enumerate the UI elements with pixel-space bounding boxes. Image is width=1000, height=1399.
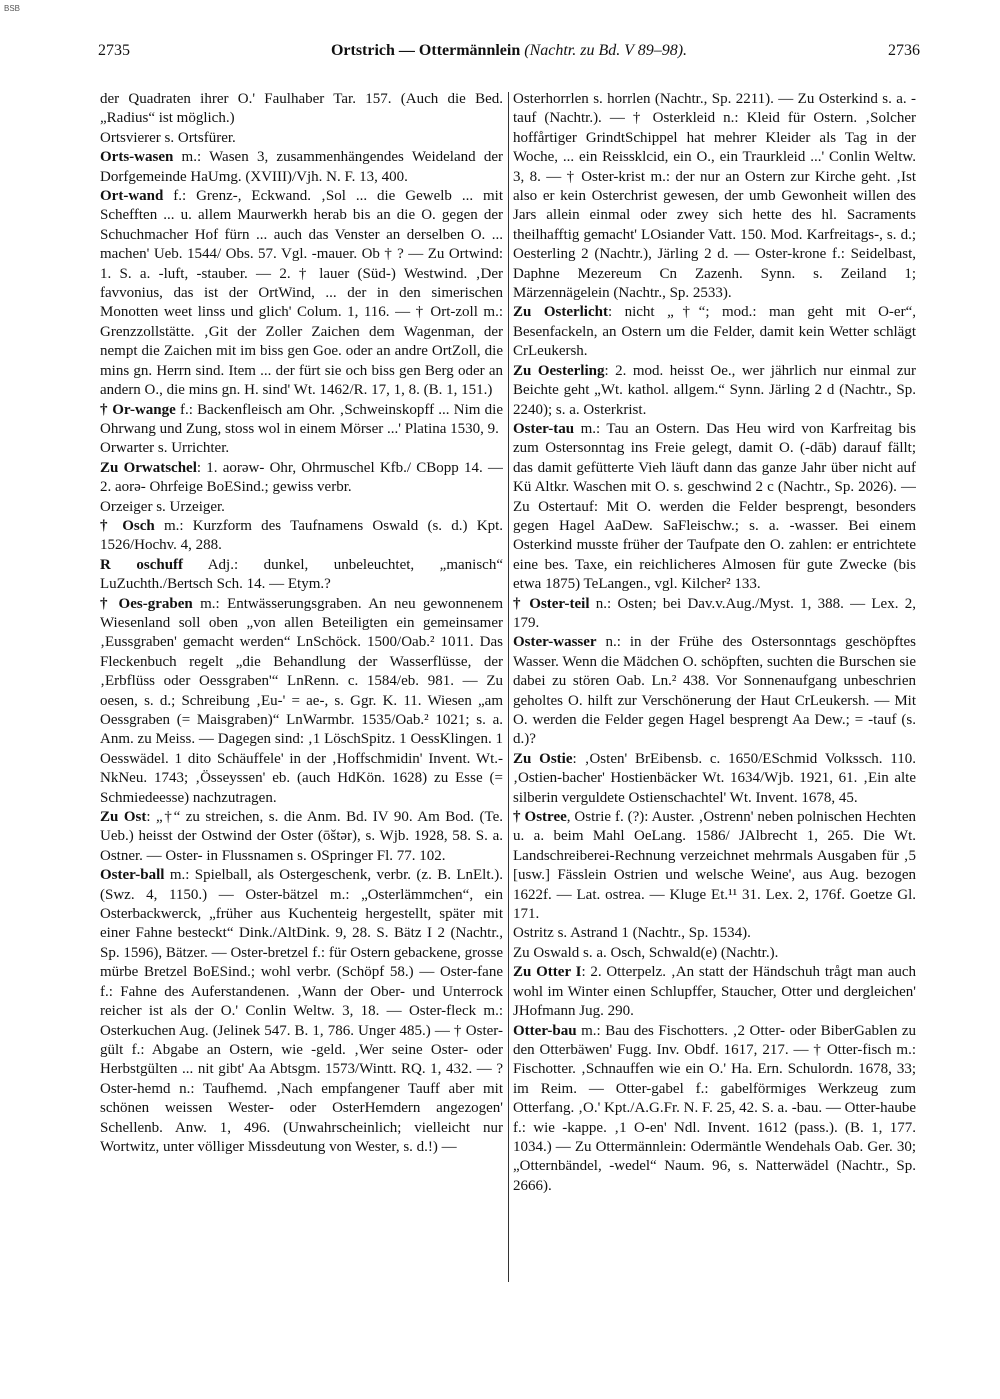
entry-lemma: Ort-wand [100,188,164,205]
entry-lemma: † Oster-teil [513,595,590,612]
dictionary-entry [100,866,503,1157]
dictionary-entry [100,439,503,458]
entry-text: m.: Bau des Fischotters. ‚2 Otter- oder BiberGablen zu den Otterbäwen' Fugg. Inv. Obdf. 1617, 217. — † Otter-fisch m.: Fischotter. ‚Schnauffen wie ein O.' Ha. Ern. Schulordn. 1678, 33; im Reim. — Otter-gabel f.: gabelförmiges Werkzeug zum Otterfang. ‚O.' Kpt./A.G.Fr. N. F. 25, 42. S. a. -bau. — Otter-haube f.: wie -kappe. ‚1 O-en' Ndl. Invent. 1612 (pass.). (B. 1, 177. 1034.) — Zu Ottermännlein: Odermäntle Wendehals Oab. Ger. 30; „Otternbändel, -wedel“ Naum. 96, s. Natterwädel (Nachtr., Sp. 2666). [513,1022,916,1194]
entry-text: f.: Backenfleisch am Ohr. ‚Schweinskopff ... Nim die Ohrwang und Zung, stoss wol in einem Mörser ...' Platina 1530, 9. [100,401,503,437]
entry-text: n.: Osten; bei Dav.v.Aug./Myst. 1, 388. — Lex. 2, 179. [513,595,916,631]
dictionary-entry [513,750,916,808]
entry-lemma: Zu Orwatschel [100,459,197,476]
column-rule [508,92,509,1282]
entry-text: Orwarter s. Urrichter. [100,440,230,457]
entry-text: Zu Oswald s. a. Osch, Schwald(e) (Nachtr.). [513,944,779,961]
dictionary-entry [100,459,503,498]
entry-lemma: † Oes-graben [100,595,193,612]
entry-text: : ‚Osten' BrEibensb. c. 1650/ESchmid Volkssch. 110. ‚Ostien-bacher' Hostienbäcker Wt. 1634/Wjb. 1921, 61. ‚Ein alte silberin verguldete Ostienschachtel' Wt. Invent. 1678, 45. [513,750,916,806]
dictionary-entry [513,420,916,595]
entry-lemma: † Ostree [513,809,567,826]
page-number-left: 2735 [98,42,130,59]
entry-text: Osterhorrlen s. horrlen (Nachtr., Sp. 2211). — Zu Osterkind s. a. -tauf (Nachtr.). — † Osterkleid n.: Kleid für Ostern. ‚Solcher hoffårtiger GrindtSchippel hat mehrer Kleider als Tag in der Woche, ... ein Reissklcid, ein O., ein Traurkleid ...' Conlin Weltw. 3, 8. — † Oster-krist m.: der nur an Ostern zur Kirche geht. ‚Ist also er kein Osterchrist gewesen, der umb Gewonheit willen des Jars allein einmal oder zwey sich hette des hl. Sacraments theilhafftig gemacht' LOsiander Vatt. 150. Mod. Karfreitags-, s. d.; Oesterling 2 (Nachtr.), Järling 2 d. — Oster-krone f.: Seidelbast, Daphne Mezereum Cn Zazenh. Synn. s. Zeiland 1; Märzennägelein (Nachtr., Sp. 2533). [513,91,916,302]
dictionary-entry [100,595,503,808]
entry-text: : 2. Otterpelz. ‚An statt der Händschuh trågt man auch wohl im Winter einen Schlupffer, Staucher, Otter und dergleichen' JHofmann Jug. 290. [513,964,916,1020]
dictionary-entry [513,633,916,749]
entry-text: der Quadraten ihrer O.' Faulhaber Tar. 157. (Auch die Bed. „Radius“ ist möglich.) [100,91,503,127]
running-title-note: (Nachtr. zu Bd. V 89–98). [524,42,688,59]
page-header [98,42,920,66]
entry-text: : 1. aorəw- Ohr, Ohrmuschel Kfb./ CBopp 14. — 2. aorə- Ohrfeige BoESind.; gewiss verbr. [100,459,503,496]
entry-lemma: † Osch [100,517,155,534]
entry-text: : 2. mod. heisst Oe., wer jährlich nur einmal zur Beichte geht „Wt. kathol. allgem.“ Synn. Järling 2 d (Nachtr., Sp. 2240); s. a. Osterkrist. [513,362,916,418]
left-column [100,90,503,1290]
entry-text: m.: Kurzform des Taufnamens Oswald (s. d.) Kpt. 1526/Hochv. 4, 288. [100,517,503,554]
dictionary-entry [513,362,916,420]
entry-text: f.: Grenz-, Eckwand. ‚Sol ... die Gewelb ... mit Schefften ... u. allem Maurwerkh herab bis an die O. gegen der Schuchmacher Hof fürn ... auch das Venster an derselben O. ... machen' Ueb. 1544/ Obs. 57. Vgl. -mauer. Ob † ? — Zu Ortwind: 1. S. a. -luft, -stauber. — 2. † lauer (Süd-) Westwind. ‚Der favvonius, das ist der OrtWind, ... der in den simerischen Monotten weet linss und glich' Colum. 1, 116. — † Ort-zoll m.: Grenzzollstätte. ‚Git der Zoller Zaichen dem Wagenman, der nempt die Zaichen mit im biss gen Goe. oder an andre OrtZoll, die mins gn. Herrn sind. Item ... der fürt sie och biss gen Berg oder an andern O., die mins gn. H. sind' Wt. 1462/R. 17, 1, 8. (B. 1, 151.) [100,188,503,399]
page-number-right: 2736 [888,42,920,59]
entry-text: m.: Wasen 3, zusammenhängendes Weideland der Dorfgemeinde HaUmg. (XVIII)/Vjh. N. F. 13, 400. [100,149,503,185]
dictionary-entry [513,808,916,924]
entry-text: Adj.: dunkel, unbeleuchtet, „manisch“ LuZuchth./Bertsch Sch. 14. — Etym.? [100,556,503,593]
dictionary-entry [513,90,916,303]
dictionary-entry [513,1022,916,1197]
entry-lemma: Oster-ball [100,867,165,884]
dictionary-entry [100,517,503,556]
running-title-main: Ortstrich — Ottermännlein [330,42,521,59]
dictionary-entry [100,148,503,187]
entry-lemma: Oster-tau [513,420,575,437]
entry-lemma: R oschuff [100,556,184,573]
entry-lemma: † Or-wange [100,401,176,418]
entry-lemma: Orts-wasen [100,149,174,166]
entry-text: m.: Entwässerungsgraben. An neu gewonnenem Wiesenland soll oben „von allen Beteiligten ein gemeinsamer ‚Eussgraben' gemacht werden“ LnSchöck. 1500/Oab.² 1011. Das Fleckenbuch regelt „die Behandlung der Wasserflüsse, der ‚Erbflüss oder Oessgraben'“ LnRenn. c. 1584/eb. 981. — Zu oesen, s. d.; Schreibung ‚Eu-' = ae-, s. Ggr. K. 11. Wiesen „am Oessgraben (= Maisgraben)“ LnWarmbr. 1535/Oab.² 1021; s. a. Anm. zu Meiss. — Dagegen sind: ‚1 LöschSpitz. 1 OessKlingen. 1 Oesswädel. 1 dito Schäuffele' in der ‚Hoffschmidin' Invent. Wt.-NkNeu. 1743; ‚Össeyssen' eb. (auch HdKön. 1628) zu Esse (= Schmiedeesse) nachzutragen. [100,595,503,806]
entry-text: m.: Spielball, als Ostergeschenk, verbr. (z. B. LnElt.). (Swz. 4, 1150.) — Oster-bätzel m.: „Osterlämmchen“, ein Osterbackwerck, „früher aus Kuchenteig hergestellt, später mit einer Fahne besteckt“ Dink./AltDink. 9, 28. S. Bätz I 2 (Nachtr., Sp. 1596), Bätzer. — Oster-bretzel f.: für Ostern gebackene, grosse mürbe Bretzel BoESind.; wohl verbr. (Schöpf 58.) — Oster-fane f.: Fahne des Auferstandenen. ‚Wann der Ober- und Unterrock reicher ist als der O.' Conlin Weltw. 3, 18. — Oster-fleck m.: Osterkuchen Aug. (Jelinek 547. B. 1, 786. Unger 485.) — † Oster-gült f.: Abgabe an Ostern, wie -geld. ‚Wer seine Oster- oder Herbstgülten ... nit gibt' Aa Abtsgm. 1573/Wintt. RQ. 1, 432. — ? Oster-hemd n.: Taufhemd. ‚Nach empfangener Tauff aber mit schönen weissen Wester- oder OsterHemdern angezogen' Schellenb. Anw. 1, 496. (Unwahrscheinlich; vielleicht nur Wortwitz, unter völliger Missdeutung von Wester, s. d.!) — [100,867,503,1155]
dictionary-entry [100,129,503,148]
dictionary-entry [100,808,503,866]
entry-text: , Ostrie f. (?): Auster. ‚Ostrenn' neben polnischen Hechten u. a. beim Mahl OeLang. 1586/ JAlbrecht 1, 265. Die Wt. Landschreiberei-Rechnung verzeichnet mehrmals Ausgaben für ‚5 [usw.] Fässlein Ostrien und welsche Weine', aus Aug. bezogen 1622f. — Lat. ostrea. — Kluge Et.¹¹ 31. Lex. 2, 176f. Goetze Gl. 171. [513,809,916,923]
entry-text: : nicht „†“; mod.: man geht mit O-er“, Besenfackeln, an Ostern um die Felder, damit kein Wetter schlägt CrLeukersh. [513,304,916,360]
dictionary-entry [100,401,503,440]
entry-text: m.: Tau an Ostern. Das Heu wird von Karfreitag bis zum Ostersonntag ins Freie gelegt, damit O. (-dāb) darauf fällt; das damit gefütterte Vieh läuft dann das ganze Jahr über nicht auf Kü Altkr. Waschen mit O. s. geschwind 2 c (Nachtr., Sp. 2026). — Zu Ostertauf: Mit O. werden die Felder besprengt, besonders gegen Hagel AaDew. SaFleischw.; s. a. -wasser. Bei einem Osterkind musste früher der Taufpate den O. zahlen: er entrichtete eine bes. Taxe, ein reichlicheres Almosen für gute Zwecke (bis etwa 1875) TeLangen., vgl. Kilcher² 133. [513,420,916,593]
dictionary-entry [513,303,916,361]
dictionary-entry [100,498,503,517]
entry-lemma: Zu Osterlicht [513,304,608,321]
dictionary-entry [100,90,503,129]
entry-text: : „†“ zu streichen, s. die Anm. Bd. IV 90. Am Bod. (Te. Ueb.) heisst der Ostwind der Oster (ōštər), s. Wjb. 1928, 58. S. a. Ostner. — Oster- in Flussnamen s. OSpringer Fl. 77. 102. [100,809,503,864]
right-column [513,90,916,1290]
entry-text: Orzeiger s. Urzeiger. [100,498,225,515]
dictionary-entry [513,924,916,943]
entry-lemma: Zu Oesterling [513,362,605,379]
entry-lemma: Otter-bau [513,1022,577,1039]
dictionary-entry [100,187,503,400]
library-stamp: BSB [4,4,21,13]
running-title [98,42,920,60]
entry-lemma: Zu Otter I [513,964,582,981]
entry-lemma: Oster-wasser [513,634,597,651]
dictionary-entry [100,556,503,595]
entry-text: Ortsvierer s. Ortsfürer. [100,129,236,146]
entry-lemma: Zu Ostie [513,750,573,767]
dictionary-entry [513,944,916,963]
entry-text: n.: in der Frühe des Ostersonntags geschöpftes Wasser. Wenn die Mädchen O. schöpften, suchten die Burschen sie dabei zu stören Oab. Ln.² 438. Vor Sonnenaufgang unbeschrien geholtes O. hilft zur Verschönerung der Haut CrLeukersh. — Mit O. werden die Felder gegen Hagel besprengt Aa Dew.; = -tauf (s. d.)? [513,634,916,748]
dictionary-entry [513,595,916,634]
entry-text: Ostritz s. Astrand 1 (Nachtr., Sp. 1534). [513,925,751,942]
entry-lemma: Zu Ost [100,809,147,826]
dictionary-entry [513,963,916,1021]
